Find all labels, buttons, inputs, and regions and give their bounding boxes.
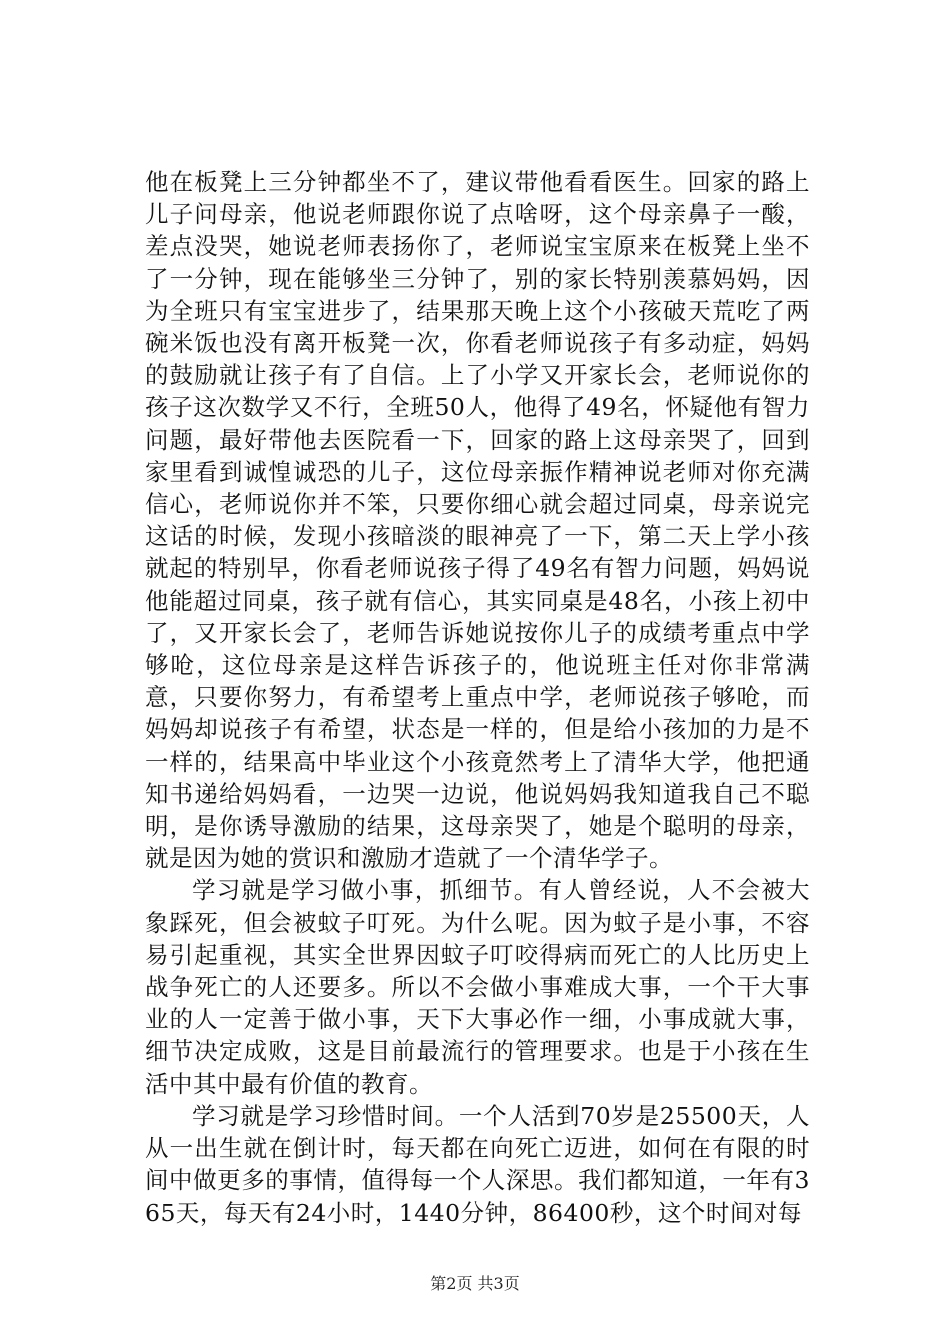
paragraph-1: 他在板凳上三分钟都坐不了，建议带他看看医生。回家的路上儿子问母亲，他说老师跟你说了点啥呀，这个母亲鼻子一酸，差点没哭，她说老师表扬你了，老师说宝宝原来在板凳上坐不了一分钟，现在能够坐三分钟了，别的家长特别羡慕妈妈，因为全班只有宝宝进步了，结果那天晚上这个小孩破天荒吃了两碗米饭也没有离开板凳一次，你看老师说孩子有多动症，妈妈的鼓励就让孩子有了自信。上了小学又开家长会，老师说你的孩子这次数学又不行，全班50人，他得了49名，怀疑他有智力问题，最好带他去医院看一下，回家的路上这母亲哭了，回到家里看到诚惶诚恐的儿子，这位母亲振作精神说老师对你充满信心，老师说你并不笨，只要你细心就会超过同桌，母亲说完这话的时候，发现小孩暗淡的眼神亮了一下，第二天上学小孩就起的特别早，你看老师说孩子得了49名有智力问题，妈妈说他能超过同桌，孩子就有信心，其实同桌是48名，小孩上初中了，又开家长会了，老师告诉她说按你儿子的成绩考重点中学够呛，这位母亲是这样告诉孩子的，他说班主任对你非常满意，只要你努力，有希望考上重点中学，老师说孩子够呛，而妈妈却说孩子有希望，状态是一样的，但是给小孩加的力是不一样的，结果高中毕业这个小孩竟然考上了清华大学，他把通知书递给妈妈看，一边哭一边说，他说妈妈我知道我自己不聪明，是你诱导激励的结果，这母亲哭了，她是个聪明的母亲，就是因为她的赏识和激励才造就了一个清华学子。 [145,168,810,873]
page-footer [0,1274,950,1294]
document-body [145,166,810,1229]
paragraph-2: 学习就是学习做小事，抓细节。有人曾经说，人不会被大象踩死，但会被蚊子叮死。为什么呢。因为蚊子是小事，不容易引起重视，其实全世界因蚊子叮咬得病而死亡的人比历史上战争死亡的人还要多。所以不会做小事难成大事，一个干大事业的人一定善于做小事，天下大事必作一细，小事成就大事，细节决定成败，这是目前最流行的管理要求。也是于小孩在生活中其中最有价值的教育。 [145,876,810,1098]
paragraph-3: 学习就是学习珍惜时间。一个人活到70岁是25500天，人从一出生就在倒计时，每天都在向死亡迈进，如何在有限的时间中做更多的事情，值得每一个人深思。我们都知道，一年有365天，每天有24小时，1440分钟，86400秒，这个时间对每 [145,1101,810,1227]
page-number-label: 第2页 共3页 [430,1274,520,1293]
